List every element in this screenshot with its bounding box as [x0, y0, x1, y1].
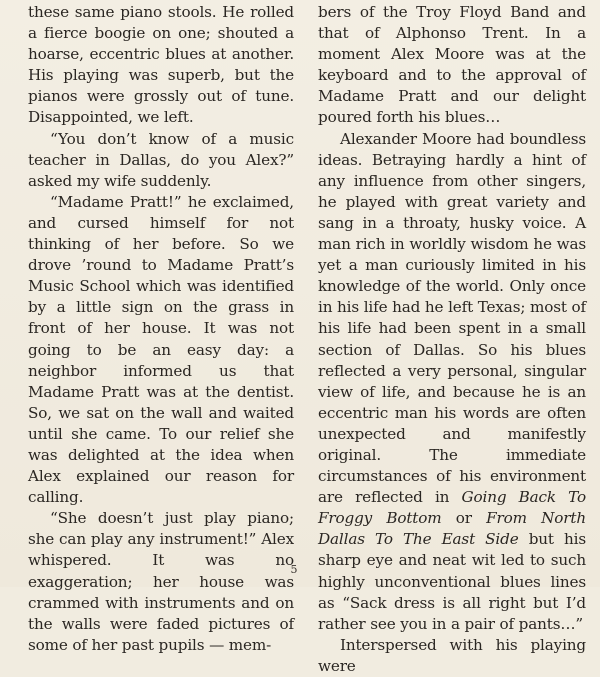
paragraph [318, 129, 586, 635]
song-title: From North Dallas To The East Side [318, 509, 586, 549]
song-title: Going Back To Froggy Bottom [318, 488, 586, 528]
paragraph-text: or [441, 509, 487, 528]
paragraph: these same piano stools. He rolled a fierce boogie on one; shouted a hoarse, eccentric blues at another. His playing was superb, but the pianos were grossly out of tune. Disappointed, we left. [28, 3, 294, 127]
paragraph: Interspersed with his playing were [318, 635, 586, 675]
paragraph-text: Alexander Moore had boundless ideas. Betraying hardly a hint of any influence from other singers, he played with great variety and sang in a throaty, husky voice. A man rich in worldly wisdom he was yet a man curiously limited in his knowledge of the world. Only once in his life had he left Texas; most of his life had been spent in a small section of Dallas. So his blues reflected a very personal, singular view of life, and because he is an eccentric man his words are often unexpected and manifestly original. The immediate circumstances of his environment are reflected in [318, 129, 586, 507]
paragraph: bers of the Troy Floyd Band and that of Alphonso Trent. In a moment Alex Moore was at the keyboard and to the approval of Madame Pratt and our delight poured forth his blues… [318, 3, 586, 127]
paragraph: “Madame Pratt!” he exclaimed, and cursed himself for not thinking of her before. So we drove ’round to Madame Pratt’s Music School which was identified by a little sign on the grass in front of her house. It was not going to be an easy day: a neighbor informed us that Madame Pratt was at the dentist. So, we sat on the wall and waited until she came. To our relief she was delighted at the idea when Alex explained our reason for calling. [28, 192, 294, 507]
paragraph-text: but his sharp eye and neat wit led to such highly unconventional blues lines as “Sack dress is all right but I’d rather see you in a pair of pants…” [318, 530, 586, 633]
page-number: 5 [290, 563, 298, 576]
paragraph: “She doesn’t just play piano; she can play any instrument!” Alex whispered. It was no exaggeration; her house was crammed with instruments and on the walls were faded pictures of some of her past pupils — mem- [28, 509, 294, 654]
paragraph: “You don’t know of a music teacher in Dallas, do you Alex?” asked my wife suddenly. [28, 129, 294, 190]
left-column [28, 2, 294, 656]
